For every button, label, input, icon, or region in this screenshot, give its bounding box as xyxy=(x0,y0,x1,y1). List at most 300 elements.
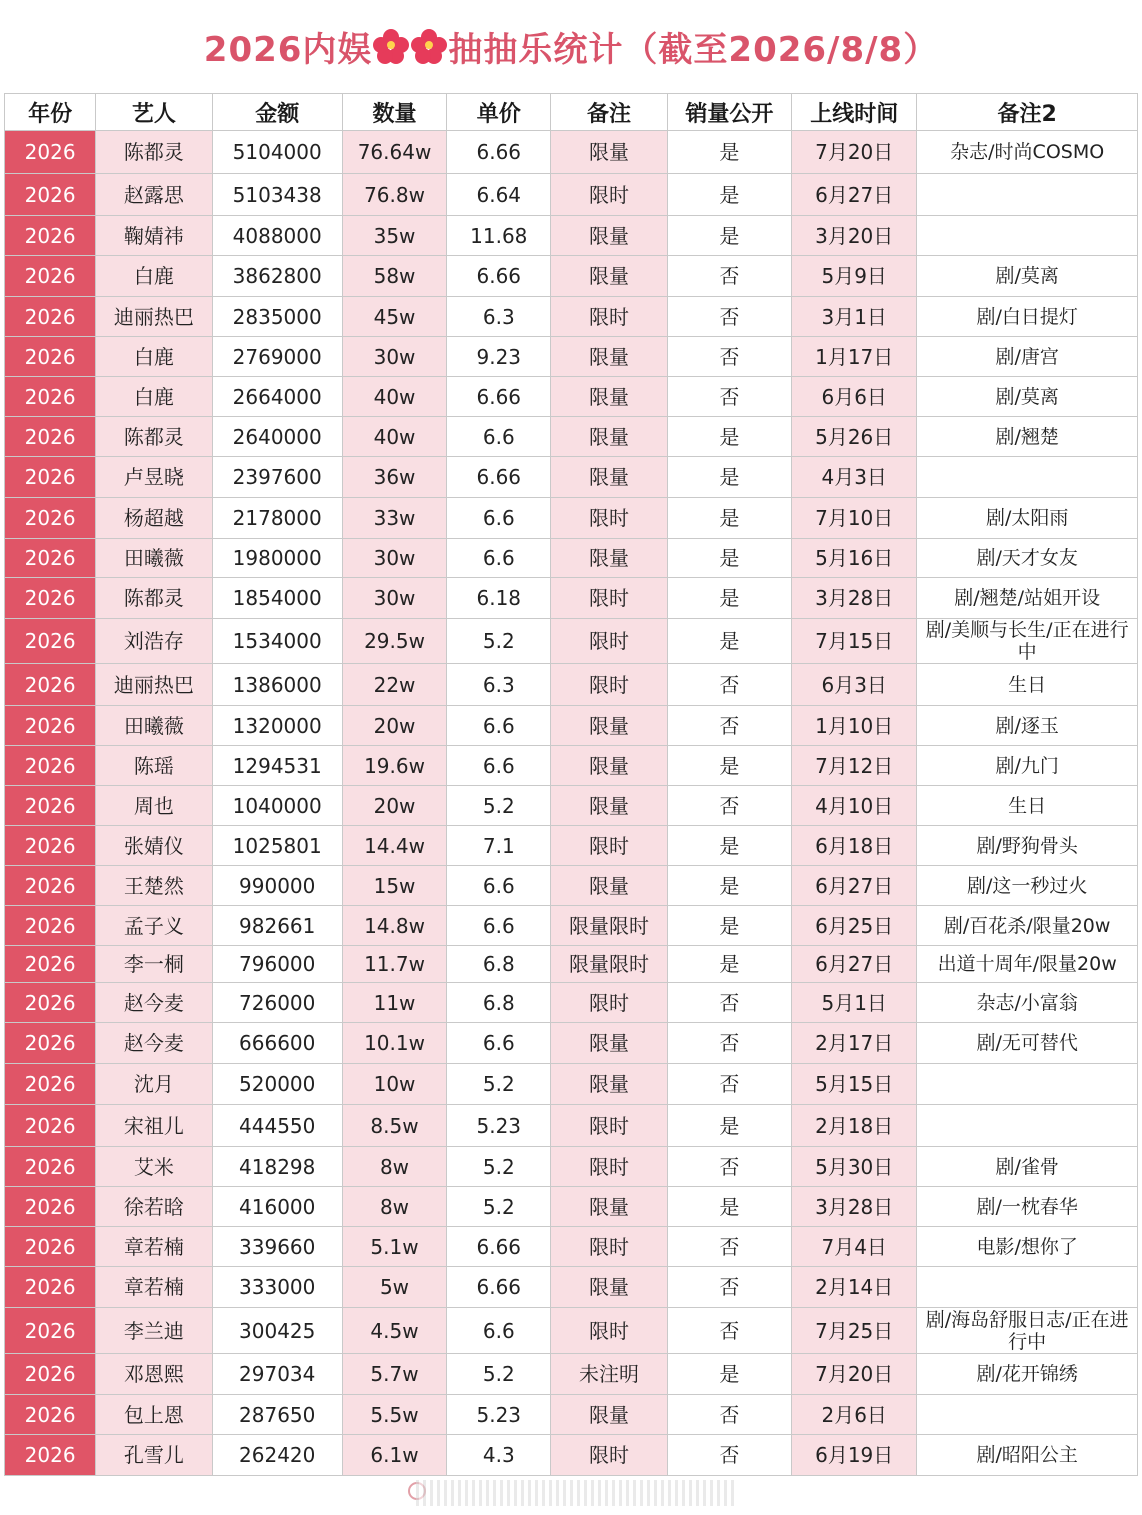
cell-note: 限时 xyxy=(551,1308,667,1354)
cell-amount: 990000 xyxy=(212,866,342,906)
cell-launch-date: 6月27日 xyxy=(792,946,917,983)
cell-amount: 418298 xyxy=(212,1147,342,1187)
cell-amount: 2664000 xyxy=(212,377,342,417)
cell-quantity: 76.64w xyxy=(342,131,446,174)
header-row xyxy=(5,94,1138,131)
cell-quantity: 29.5w xyxy=(342,619,446,664)
cell-artist: 徐若晗 xyxy=(96,1187,212,1227)
cell-artist: 章若楠 xyxy=(96,1227,212,1267)
cell-unit-price: 5.2 xyxy=(447,1064,551,1105)
cell-unit-price: 9.23 xyxy=(447,337,551,377)
cell-unit-price: 6.6 xyxy=(447,1023,551,1064)
cell-note: 限量限时 xyxy=(551,906,667,946)
cell-note2 xyxy=(917,216,1138,256)
cell-year: 2026 xyxy=(5,906,96,946)
cell-artist: 陈都灵 xyxy=(96,131,212,174)
cell-quantity: 5w xyxy=(342,1267,446,1308)
cell-note2: 出道十周年/限量20w xyxy=(917,946,1138,983)
cell-quantity: 36w xyxy=(342,457,446,498)
cell-unit-price: 6.66 xyxy=(447,1227,551,1267)
cell-amount: 1025801 xyxy=(212,826,342,866)
cell-note2: 剧/昭阳公主 xyxy=(917,1435,1138,1476)
cell-launch-date: 5月26日 xyxy=(792,417,917,457)
cell-note: 限时 xyxy=(551,578,667,619)
cell-quantity: 20w xyxy=(342,786,446,826)
cell-unit-price: 6.6 xyxy=(447,539,551,578)
cell-launch-date: 7月12日 xyxy=(792,746,917,786)
table-row xyxy=(5,706,1138,746)
cell-note: 限量 xyxy=(551,216,667,256)
cell-unit-price: 6.6 xyxy=(447,417,551,457)
cell-unit-price: 5.23 xyxy=(447,1395,551,1435)
cell-launch-date: 6月3日 xyxy=(792,664,917,706)
cell-unit-price: 6.18 xyxy=(447,578,551,619)
cell-artist: 邓恩熙 xyxy=(96,1354,212,1395)
cell-note: 限时 xyxy=(551,297,667,337)
header-amount: 金额 xyxy=(212,94,342,131)
title-left: 2026内娱 xyxy=(203,30,373,70)
cell-year: 2026 xyxy=(5,174,96,216)
header-unit-price: 单价 xyxy=(447,94,551,131)
cell-quantity: 10w xyxy=(342,1064,446,1105)
cell-sales-public: 否 xyxy=(667,1308,791,1354)
cell-year: 2026 xyxy=(5,417,96,457)
table-row xyxy=(5,498,1138,539)
cell-unit-price: 5.2 xyxy=(447,619,551,664)
table-row xyxy=(5,983,1138,1023)
cell-artist: 王楚然 xyxy=(96,866,212,906)
table-row xyxy=(5,297,1138,337)
cell-year: 2026 xyxy=(5,131,96,174)
cell-year: 2026 xyxy=(5,1354,96,1395)
cell-note: 限量 xyxy=(551,746,667,786)
cell-amount: 4088000 xyxy=(212,216,342,256)
cell-year: 2026 xyxy=(5,297,96,337)
cell-note2: 杂志/小富翁 xyxy=(917,983,1138,1023)
cell-sales-public: 是 xyxy=(667,498,791,539)
cell-year: 2026 xyxy=(5,1308,96,1354)
cell-launch-date: 6月27日 xyxy=(792,866,917,906)
table-row xyxy=(5,417,1138,457)
cell-note: 限量 xyxy=(551,706,667,746)
cell-sales-public: 否 xyxy=(667,297,791,337)
cell-quantity: 5.1w xyxy=(342,1227,446,1267)
cell-note2: 剧/莫离 xyxy=(917,377,1138,417)
cell-artist: 迪丽热巴 xyxy=(96,664,212,706)
table-row xyxy=(5,786,1138,826)
cell-amount: 1854000 xyxy=(212,578,342,619)
cell-sales-public: 否 xyxy=(667,1267,791,1308)
cell-quantity: 30w xyxy=(342,337,446,377)
cell-artist: 鞠婧祎 xyxy=(96,216,212,256)
cell-quantity: 11.7w xyxy=(342,946,446,983)
cell-unit-price: 5.2 xyxy=(447,1354,551,1395)
cell-year: 2026 xyxy=(5,983,96,1023)
cell-note: 限时 xyxy=(551,1227,667,1267)
cell-unit-price: 6.3 xyxy=(447,664,551,706)
cell-launch-date: 3月20日 xyxy=(792,216,917,256)
cell-note: 限量 xyxy=(551,256,667,297)
cell-note: 限时 xyxy=(551,1435,667,1476)
cell-sales-public: 是 xyxy=(667,826,791,866)
cell-unit-price: 6.6 xyxy=(447,498,551,539)
cell-quantity: 4.5w xyxy=(342,1308,446,1354)
cell-launch-date: 2月18日 xyxy=(792,1105,917,1147)
cell-year: 2026 xyxy=(5,1435,96,1476)
table-row xyxy=(5,131,1138,174)
cell-amount: 2178000 xyxy=(212,498,342,539)
cell-sales-public: 否 xyxy=(667,706,791,746)
cell-artist: 陈瑶 xyxy=(96,746,212,786)
cell-note2: 剧/翘楚 xyxy=(917,417,1138,457)
cell-unit-price: 6.6 xyxy=(447,746,551,786)
cell-sales-public: 是 xyxy=(667,946,791,983)
cell-sales-public: 是 xyxy=(667,1187,791,1227)
cell-note2 xyxy=(917,1395,1138,1435)
cell-amount: 796000 xyxy=(212,946,342,983)
cell-amount: 2835000 xyxy=(212,297,342,337)
cell-artist: 白鹿 xyxy=(96,337,212,377)
cell-launch-date: 3月1日 xyxy=(792,297,917,337)
cell-launch-date: 2月14日 xyxy=(792,1267,917,1308)
cell-quantity: 14.8w xyxy=(342,906,446,946)
cell-sales-public: 是 xyxy=(667,578,791,619)
cell-year: 2026 xyxy=(5,539,96,578)
cell-year: 2026 xyxy=(5,256,96,297)
cell-launch-date: 7月15日 xyxy=(792,619,917,664)
cell-launch-date: 2月6日 xyxy=(792,1395,917,1435)
header-launch-date: 上线时间 xyxy=(792,94,917,131)
cell-note2 xyxy=(917,1105,1138,1147)
cell-unit-price: 6.8 xyxy=(447,983,551,1023)
cell-note: 限量 xyxy=(551,1187,667,1227)
header-quantity: 数量 xyxy=(342,94,446,131)
cell-note2 xyxy=(917,1267,1138,1308)
cell-artist: 艾米 xyxy=(96,1147,212,1187)
cell-amount: 2640000 xyxy=(212,417,342,457)
cell-unit-price: 6.3 xyxy=(447,297,551,337)
cell-year: 2026 xyxy=(5,1395,96,1435)
cell-sales-public: 否 xyxy=(667,1227,791,1267)
cell-note2: 剧/海岛舒服日志/正在进行中 xyxy=(917,1308,1138,1354)
spreadsheet xyxy=(4,0,1138,1515)
cell-artist: 杨超越 xyxy=(96,498,212,539)
cell-unit-price: 6.66 xyxy=(447,377,551,417)
cell-amount: 262420 xyxy=(212,1435,342,1476)
cell-year: 2026 xyxy=(5,377,96,417)
header-artist: 艺人 xyxy=(96,94,212,131)
cell-amount: 2769000 xyxy=(212,337,342,377)
table-row xyxy=(5,1227,1138,1267)
cell-artist: 赵露思 xyxy=(96,174,212,216)
cell-sales-public: 是 xyxy=(667,906,791,946)
cell-launch-date: 7月20日 xyxy=(792,131,917,174)
header-sales-public: 销量公开 xyxy=(667,94,791,131)
cell-note2: 剧/无可替代 xyxy=(917,1023,1138,1064)
cell-launch-date: 7月25日 xyxy=(792,1308,917,1354)
table-row xyxy=(5,1267,1138,1308)
cell-quantity: 30w xyxy=(342,539,446,578)
cell-artist: 周也 xyxy=(96,786,212,826)
cell-note2: 剧/太阳雨 xyxy=(917,498,1138,539)
cell-quantity: 22w xyxy=(342,664,446,706)
cell-unit-price: 6.6 xyxy=(447,866,551,906)
table-row xyxy=(5,1023,1138,1064)
table-row xyxy=(5,866,1138,906)
cell-amount: 5103438 xyxy=(212,174,342,216)
cell-unit-price: 6.66 xyxy=(447,131,551,174)
cell-note: 限时 xyxy=(551,174,667,216)
cell-launch-date: 5月16日 xyxy=(792,539,917,578)
cell-unit-price: 6.66 xyxy=(447,256,551,297)
cell-quantity: 40w xyxy=(342,377,446,417)
cell-quantity: 58w xyxy=(342,256,446,297)
cell-unit-price: 4.3 xyxy=(447,1435,551,1476)
cell-note: 限量 xyxy=(551,1064,667,1105)
cell-amount: 1040000 xyxy=(212,786,342,826)
cell-quantity: 20w xyxy=(342,706,446,746)
cell-note: 限量 xyxy=(551,1267,667,1308)
cell-sales-public: 否 xyxy=(667,1395,791,1435)
cell-note2: 剧/这一秒过火 xyxy=(917,866,1138,906)
cell-note2: 剧/逐玉 xyxy=(917,706,1138,746)
cell-amount: 416000 xyxy=(212,1187,342,1227)
table-row xyxy=(5,746,1138,786)
cell-note: 限时 xyxy=(551,1147,667,1187)
table-row xyxy=(5,539,1138,578)
cell-year: 2026 xyxy=(5,457,96,498)
cell-note: 限量 xyxy=(551,866,667,906)
cell-year: 2026 xyxy=(5,498,96,539)
cell-sales-public: 否 xyxy=(667,256,791,297)
cell-artist: 张婧仪 xyxy=(96,826,212,866)
page-title xyxy=(4,0,1138,93)
cell-year: 2026 xyxy=(5,786,96,826)
cell-note2 xyxy=(917,174,1138,216)
header-year: 年份 xyxy=(5,94,96,131)
cell-artist: 陈都灵 xyxy=(96,578,212,619)
cell-note2: 剧/白日提灯 xyxy=(917,297,1138,337)
table-row xyxy=(5,1105,1138,1147)
cell-amount: 1320000 xyxy=(212,706,342,746)
cell-note2: 生日 xyxy=(917,664,1138,706)
cell-year: 2026 xyxy=(5,578,96,619)
cell-note2: 电影/想你了 xyxy=(917,1227,1138,1267)
cell-quantity: 14.4w xyxy=(342,826,446,866)
cell-launch-date: 4月10日 xyxy=(792,786,917,826)
cell-launch-date: 1月10日 xyxy=(792,706,917,746)
cell-note2: 剧/天才女友 xyxy=(917,539,1138,578)
cell-launch-date: 5月1日 xyxy=(792,983,917,1023)
cell-year: 2026 xyxy=(5,946,96,983)
table-row xyxy=(5,1064,1138,1105)
cell-launch-date: 6月19日 xyxy=(792,1435,917,1476)
table-row xyxy=(5,457,1138,498)
cell-note2: 杂志/时尚COSMO xyxy=(917,131,1138,174)
cell-sales-public: 否 xyxy=(667,664,791,706)
cell-note: 限量 xyxy=(551,377,667,417)
cell-unit-price: 5.2 xyxy=(447,1187,551,1227)
cell-amount: 726000 xyxy=(212,983,342,1023)
cell-amount: 2397600 xyxy=(212,457,342,498)
cell-unit-price: 6.64 xyxy=(447,174,551,216)
cell-amount: 333000 xyxy=(212,1267,342,1308)
cell-sales-public: 是 xyxy=(667,746,791,786)
cell-note: 限时 xyxy=(551,826,667,866)
cell-sales-public: 是 xyxy=(667,619,791,664)
cell-amount: 1386000 xyxy=(212,664,342,706)
cell-amount: 520000 xyxy=(212,1064,342,1105)
cell-note: 限量 xyxy=(551,1023,667,1064)
cell-sales-public: 否 xyxy=(667,377,791,417)
cell-note2: 剧/莫离 xyxy=(917,256,1138,297)
header-note2: 备注2 xyxy=(917,94,1138,131)
cell-unit-price: 5.23 xyxy=(447,1105,551,1147)
cell-year: 2026 xyxy=(5,746,96,786)
cell-artist: 白鹿 xyxy=(96,256,212,297)
cell-year: 2026 xyxy=(5,1187,96,1227)
cell-unit-price: 6.6 xyxy=(447,1308,551,1354)
stats-table xyxy=(4,93,1138,1476)
cell-note2: 生日 xyxy=(917,786,1138,826)
cell-note2: 剧/野狗骨头 xyxy=(917,826,1138,866)
cell-unit-price: 5.2 xyxy=(447,786,551,826)
cell-artist: 迪丽热巴 xyxy=(96,297,212,337)
cell-sales-public: 否 xyxy=(667,1435,791,1476)
cell-unit-price: 5.2 xyxy=(447,1147,551,1187)
cell-quantity: 30w xyxy=(342,578,446,619)
cell-amount: 3862800 xyxy=(212,256,342,297)
cell-launch-date: 7月4日 xyxy=(792,1227,917,1267)
cell-year: 2026 xyxy=(5,1227,96,1267)
cell-note2: 剧/翘楚/站姐开设 xyxy=(917,578,1138,619)
cell-launch-date: 5月9日 xyxy=(792,256,917,297)
cell-note2: 剧/一枕春华 xyxy=(917,1187,1138,1227)
title-right: 抽抽乐统计（截至2026/8/8） xyxy=(448,30,939,70)
cell-note2: 剧/花开锦绣 xyxy=(917,1354,1138,1395)
cell-note: 限量 xyxy=(551,786,667,826)
cell-note2: 剧/美顺与长生/正在进行中 xyxy=(917,619,1138,664)
cell-amount: 444550 xyxy=(212,1105,342,1147)
cell-note: 限量 xyxy=(551,539,667,578)
table-row xyxy=(5,906,1138,946)
cell-launch-date: 7月20日 xyxy=(792,1354,917,1395)
cell-amount: 1294531 xyxy=(212,746,342,786)
cell-note: 限量限时 xyxy=(551,946,667,983)
cell-year: 2026 xyxy=(5,1023,96,1064)
cell-artist: 刘浩存 xyxy=(96,619,212,664)
cell-unit-price: 6.8 xyxy=(447,946,551,983)
cell-launch-date: 7月10日 xyxy=(792,498,917,539)
cell-year: 2026 xyxy=(5,216,96,256)
cell-launch-date: 3月28日 xyxy=(792,1187,917,1227)
table-row xyxy=(5,664,1138,706)
table-row xyxy=(5,1187,1138,1227)
cell-note2 xyxy=(917,1064,1138,1105)
cell-unit-price: 6.6 xyxy=(447,906,551,946)
table-row xyxy=(5,1395,1138,1435)
table-row xyxy=(5,578,1138,619)
table-row xyxy=(5,946,1138,983)
cell-year: 2026 xyxy=(5,619,96,664)
cell-unit-price: 6.66 xyxy=(447,457,551,498)
cell-sales-public: 否 xyxy=(667,1147,791,1187)
cell-quantity: 5.5w xyxy=(342,1395,446,1435)
table-row xyxy=(5,174,1138,216)
cell-amount: 1980000 xyxy=(212,539,342,578)
cell-artist: 孔雪儿 xyxy=(96,1435,212,1476)
cell-quantity: 76.8w xyxy=(342,174,446,216)
cell-note: 限量 xyxy=(551,457,667,498)
cell-year: 2026 xyxy=(5,664,96,706)
cell-sales-public: 是 xyxy=(667,216,791,256)
cell-artist: 白鹿 xyxy=(96,377,212,417)
cell-sales-public: 否 xyxy=(667,1023,791,1064)
cell-note2: 剧/唐宫 xyxy=(917,337,1138,377)
cell-sales-public: 是 xyxy=(667,174,791,216)
cell-sales-public: 否 xyxy=(667,786,791,826)
cell-quantity: 11w xyxy=(342,983,446,1023)
cell-artist: 李一桐 xyxy=(96,946,212,983)
cell-launch-date: 6月27日 xyxy=(792,174,917,216)
cell-launch-date: 3月28日 xyxy=(792,578,917,619)
table-row xyxy=(5,1308,1138,1354)
cell-quantity: 40w xyxy=(342,417,446,457)
cell-note: 限时 xyxy=(551,1105,667,1147)
cell-artist: 陈都灵 xyxy=(96,417,212,457)
cell-note: 限时 xyxy=(551,983,667,1023)
cell-quantity: 45w xyxy=(342,297,446,337)
cell-sales-public: 是 xyxy=(667,417,791,457)
cell-artist: 宋祖儿 xyxy=(96,1105,212,1147)
cell-quantity: 8w xyxy=(342,1187,446,1227)
cell-amount: 339660 xyxy=(212,1227,342,1267)
cell-artist: 李兰迪 xyxy=(96,1308,212,1354)
cell-launch-date: 6月25日 xyxy=(792,906,917,946)
cell-launch-date: 2月17日 xyxy=(792,1023,917,1064)
cell-note2: 剧/雀骨 xyxy=(917,1147,1138,1187)
cell-sales-public: 否 xyxy=(667,337,791,377)
cell-artist: 孟子义 xyxy=(96,906,212,946)
cell-launch-date: 5月15日 xyxy=(792,1064,917,1105)
cell-year: 2026 xyxy=(5,706,96,746)
hibiscus-icon xyxy=(411,29,447,65)
cell-note: 限时 xyxy=(551,498,667,539)
cell-artist: 赵今麦 xyxy=(96,1023,212,1064)
cell-note2: 剧/九门 xyxy=(917,746,1138,786)
cell-artist: 章若楠 xyxy=(96,1267,212,1308)
cell-launch-date: 1月17日 xyxy=(792,337,917,377)
hibiscus-icon xyxy=(373,29,409,65)
cell-quantity: 8w xyxy=(342,1147,446,1187)
cell-note: 限量 xyxy=(551,417,667,457)
cell-year: 2026 xyxy=(5,337,96,377)
table-row xyxy=(5,377,1138,417)
table-row xyxy=(5,1147,1138,1187)
cell-artist: 卢昱晓 xyxy=(96,457,212,498)
cell-artist: 田曦薇 xyxy=(96,706,212,746)
watermark xyxy=(416,1480,736,1506)
table-row xyxy=(5,337,1138,377)
cell-quantity: 5.7w xyxy=(342,1354,446,1395)
cell-sales-public: 否 xyxy=(667,983,791,1023)
cell-year: 2026 xyxy=(5,1147,96,1187)
cell-amount: 5104000 xyxy=(212,131,342,174)
cell-artist: 田曦薇 xyxy=(96,539,212,578)
table-body xyxy=(5,131,1138,1476)
cell-note: 未注明 xyxy=(551,1354,667,1395)
cell-amount: 287650 xyxy=(212,1395,342,1435)
